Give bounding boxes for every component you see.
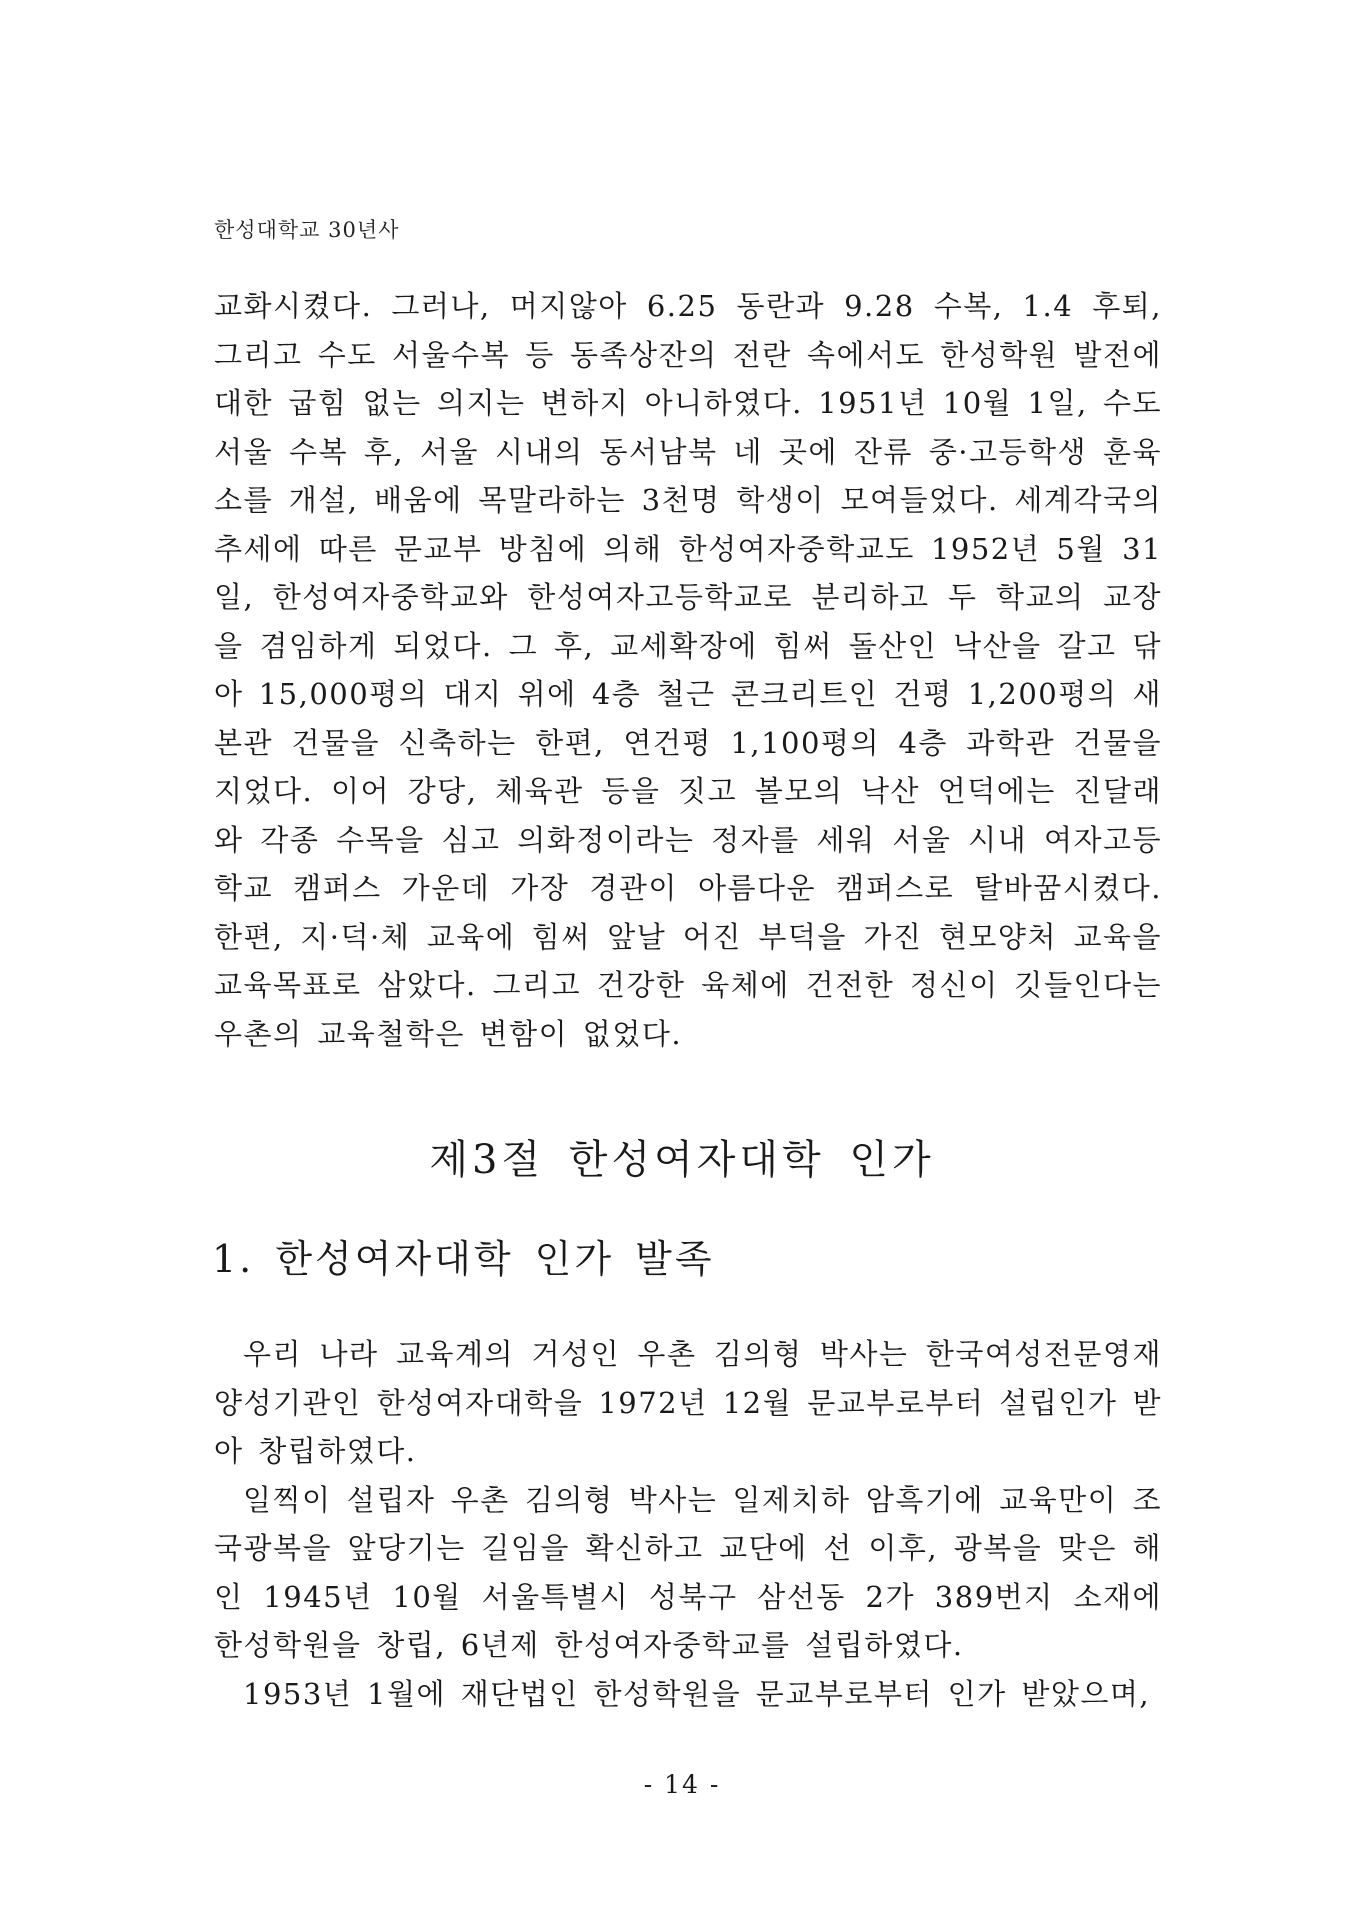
body-text-block [214,282,1162,1058]
running-header: 한성대학교 30년사 [214,218,400,242]
subsection-text-block [214,1330,1162,1718]
subsection-title: 1. 한성여자대학 인가 발족 [212,1237,715,1281]
body-paragraph: 교화시켰다. 그러나, 머지않아 6.25 동란과 9.28 수복, 1.4 후퇴, 그리고 수도 서울수복 등 동족상잔의 전란 속에서도 한성학원 발전에 대한 굽힘 없는 의지는 변하지 아니하였다. 1951년 10월 1일, 수도 서울 수복 후, 서울 시내의 동서남북 네 곳에 잔류 중·고등학생 훈육소를 개설, 배움에 목말라하는 3천명 학생이 모여들었다. 세계각국의 추세에 따른 문교부 방침에 의해 한성여자중학교도 1952년 5월 31일, 한성여자중학교와 한성여자고등학교로 분리하고 두 학교의 교장을 겸임하게 되었다. 그 후, 교세확장에 힘써 돌산인 낙산을 갈고 닦아 15,000평의 대지 위에 4층 철근 콘크리트인 건평 1,200평의 새 본관 건물을 신축하는 한편, 연건평 1,100평의 4층 과학관 건물을 지었다. 이어 강당, 체육관 등을 짓고 볼모의 낙산 언덕에는 진달래와 각종 수목을 심고 의화정이라는 정자를 세워 서울 시내 여자고등학교 캠퍼스 가운데 가장 경관이 아름다운 캠퍼스로 탈바꿈시켰다. 한편, 지·덕·체 교육에 힘써 앞날 어진 부덕을 가진 현모양처 교육을 교육목표로 삼았다. 그리고 건강한 육체에 건전한 정신이 깃들인다는 우촌의 교육철학은 변함이 없었다. [214,289,1162,1051]
page-number: - 14 - [643,1770,721,1799]
body-paragraph: 1953년 1월에 재단법인 한성학원을 문교부로부터 인가 받았으며, [243,1676,1151,1711]
section-title: 제3절 한성여자대학 인가 [429,1137,935,1183]
body-paragraph: 우리 나라 교육계의 거성인 우촌 김의형 박사는 한국여성전문영재양성기관인 한성여자대학을 1972년 12월 문교부로부터 설립인가 받아 창립하였다. [214,1337,1162,1468]
body-paragraph: 일찍이 설립자 우촌 김의형 박사는 일제치하 암흑기에 교육만이 조국광복을 앞당기는 길임을 확신하고 교단에 선 이후, 광복을 맞은 해인 1945년 10월 서울특별시 성북구 삼선동 2가 389번지 소재에 한성학원을 창립, 6년제 한성여자중학교를 설립하였다. [214,1482,1162,1662]
